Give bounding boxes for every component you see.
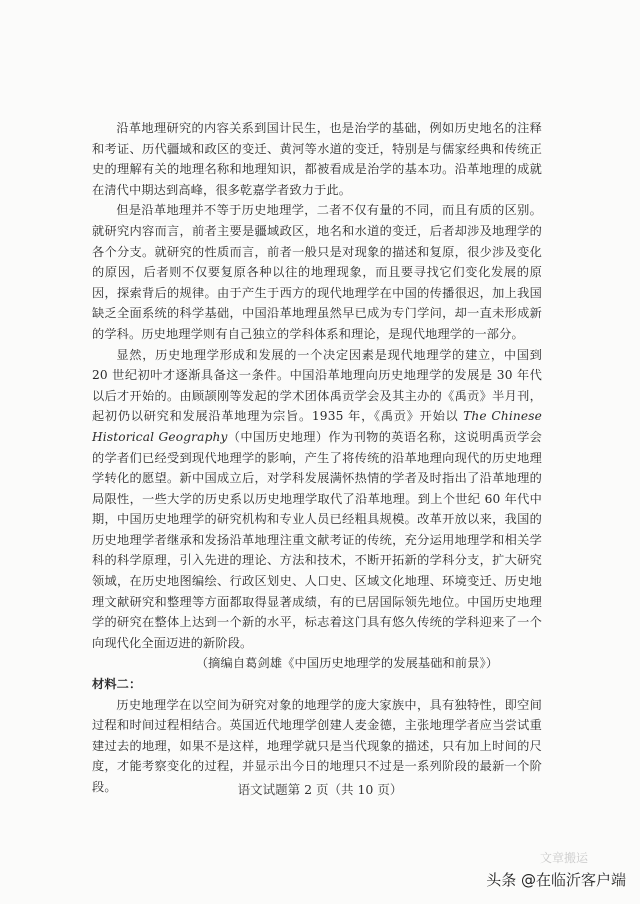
paragraph-3 bbox=[92, 345, 542, 654]
journal-english-title: The Chinese Historical Geography bbox=[92, 409, 542, 444]
watermark-text: 头条 @在临沂客户端 bbox=[486, 871, 626, 889]
paragraph-3-part-1: 显然，历史地理学形成和发展的一个决定因素是现代地理学的建立，中国到 20 世纪初叶才逐渐具备这一条件。中国沿革地理向历史地理学的发展是 30 年代以后才开始的。由顾颉刚等发起的学术团体禹贡学会及其主办的《禹贡》半月刊，起初仍以研究和发展沿革地理为宗旨。1935 年，《禹贡》开始以 bbox=[92, 347, 542, 424]
source-citation: （摘编自葛剑雄《中国历史地理学的发展基础和前景》） bbox=[195, 656, 499, 671]
page-content bbox=[92, 118, 542, 798]
material-two-paragraph: 历史地理学在以空间为研究对象的地理学的庞大家族中，具有独特性，即空间过程和时间过程相结合。英国近代地理学创建人麦金德，主张地理学者应当尝试重建过去的地理，如果不是这样，地理学就只是当代现象的描述，只有加上时间的尺度，才能考察变化的过程，并显示出今日的地理只不过是一系列阶段的最新一个阶段。 bbox=[92, 697, 542, 794]
page-footer: 语文试题第 2 页（共 10 页） bbox=[237, 782, 403, 797]
watermark-faint: 文章搬运 bbox=[539, 851, 588, 865]
watermark bbox=[486, 869, 626, 890]
paragraph-1: 沿革地理研究的内容关系到国计民生，也是治学的基础，例如历史地名的注释和考证、历代疆域和政区的变迁、黄河等水道的变迁，特别是与儒家经典和传统正史的理解有关的地理名称和地理知识，都被看成是治学的基本功。沿革地理的成就在清代中期达到高峰，很多乾嘉学者致力于此。 bbox=[92, 121, 542, 197]
paragraph-3-part-2: （中国历史地理）作为刊物的英语名称，这说明禹贡学会的学者们已经受到现代地理学的影响，产生了将传统的沿革地理向现代的历史地理学转化的愿望。新中国成立后，对学科发展满怀热情的学者及时指出了沿革地理的局限性，一些大学的历史系以历史地理学取代了沿革地理。到上个世纪 60 年代中期，中国历史地理学的研究机构和专业人员已经粗具规模。改革开放以来，我国的历史地理学者继承和发扬沿革地理注重文献考证的传统，充分运用地理学和相关学科的科学原理，引入先进的理论、方法和技术，不断开拓新的学科分支，扩大研究领域，在历史地图编绘、行政区划史、人口史、区域文化地理、环境变迁、历史地理文献研究和整理等方面都取得显著成绩，有的已居国际领先地位。中国历史地理学的研究在整体上达到一个新的水平，标志着这门具有悠久传统的学科迎来了一个向现代化全面迈进的新阶段。 bbox=[92, 429, 542, 650]
material-two-heading: 材料二： bbox=[92, 677, 142, 692]
paragraph-2: 但是沿革地理并不等于历史地理学，二者不仅有量的不同，而且有质的区别。就研究内容而言，前者主要是疆域政区，地名和水道的变迁，后者却涉及地理学的各个分支。就研究的性质而言，前者一般只是对现象的描述和复原，很少涉及变化的原因，后者则不仅要复原各种以往的地理现象，而且要寻找它们变化发展的原因，探索背后的规律。由于产生于西方的现代地理学在中国的传播很迟，加上我国缺乏全面系统的科学基础，中国沿革地理虽然早已成为专门学问，却一直未形成新的学科。历史地理学则有自己独立的学科体系和理论，是现代地理学的一部分。 bbox=[92, 203, 542, 341]
